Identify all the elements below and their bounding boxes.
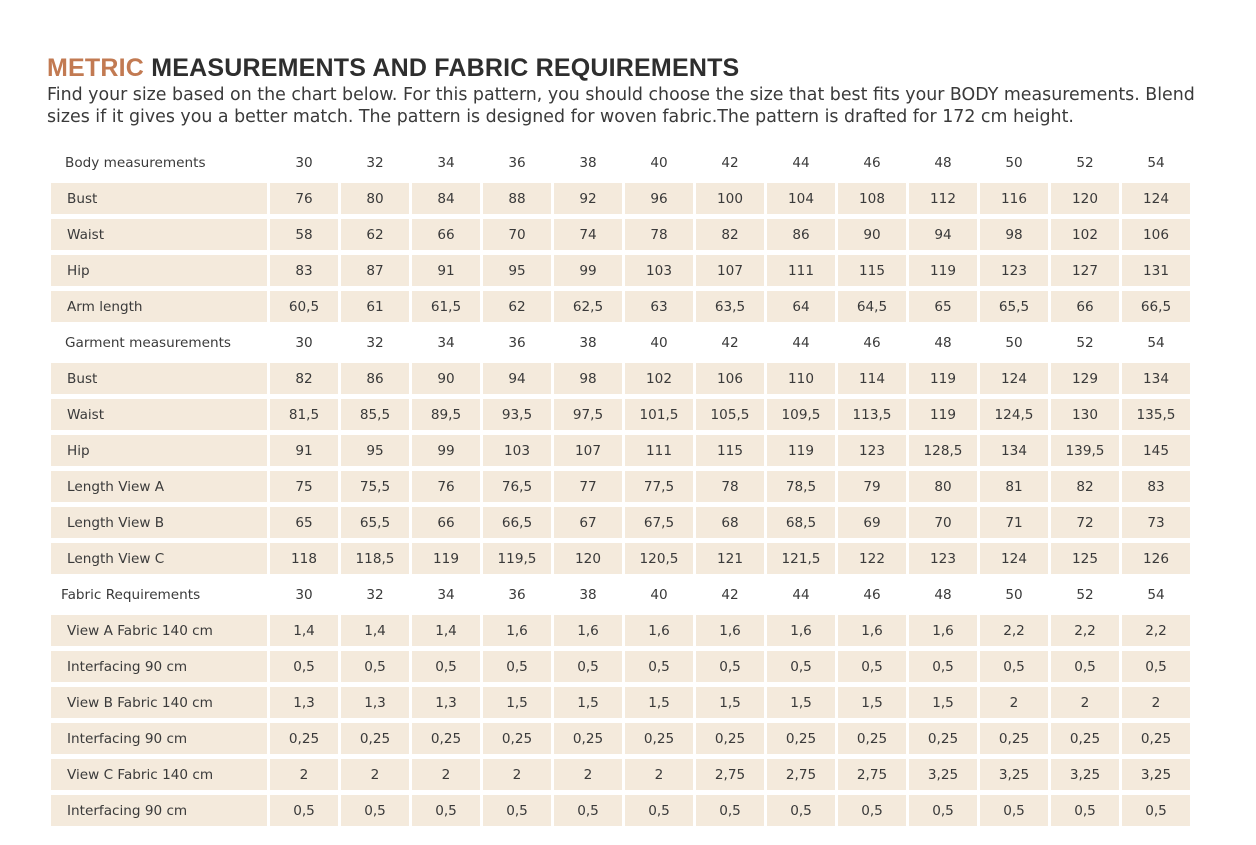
section-header-row xyxy=(51,147,1190,178)
value-cell: 77 xyxy=(554,471,622,502)
size-header-cell: 52 xyxy=(1076,334,1094,351)
value-cell: 0,5 xyxy=(341,795,409,826)
value-cell: 71 xyxy=(980,507,1048,538)
value-cell: 2 xyxy=(270,759,338,790)
size-header-cell: 42 xyxy=(721,586,739,603)
value-cell: 0,5 xyxy=(270,795,338,826)
value-cell: 0,5 xyxy=(412,795,480,826)
value-cell: 2 xyxy=(412,759,480,790)
value-cell: 80 xyxy=(341,183,409,214)
size-header-cell: 32 xyxy=(366,334,384,351)
value-cell: 0,5 xyxy=(412,651,480,682)
value-cell: 0,5 xyxy=(696,651,764,682)
size-header-cell: 48 xyxy=(934,334,952,351)
size-header-cell: 32 xyxy=(366,586,384,603)
value-cell: 120,5 xyxy=(625,543,693,574)
value-cell: 72 xyxy=(1051,507,1119,538)
value-cell: 93,5 xyxy=(483,399,551,430)
row-label: Interfacing 90 cm xyxy=(51,795,267,826)
value-cell: 75,5 xyxy=(341,471,409,502)
table-row xyxy=(51,291,1190,322)
value-cell: 86 xyxy=(767,219,835,250)
table-row xyxy=(51,651,1190,682)
value-cell: 0,5 xyxy=(980,651,1048,682)
table-row xyxy=(51,399,1190,430)
value-cell: 126 xyxy=(1122,543,1190,574)
value-cell: 2 xyxy=(980,687,1048,718)
table-row xyxy=(51,795,1190,826)
value-cell: 95 xyxy=(341,435,409,466)
size-header-cell: 32 xyxy=(366,154,384,171)
size-header-cell: 48 xyxy=(934,154,952,171)
value-cell: 0,25 xyxy=(625,723,693,754)
value-cell: 115 xyxy=(838,255,906,286)
value-cell: 65 xyxy=(909,291,977,322)
value-cell: 112 xyxy=(909,183,977,214)
value-cell: 88 xyxy=(483,183,551,214)
value-cell: 81,5 xyxy=(270,399,338,430)
value-cell: 101,5 xyxy=(625,399,693,430)
value-cell: 97,5 xyxy=(554,399,622,430)
value-cell: 78 xyxy=(625,219,693,250)
value-cell: 1,5 xyxy=(696,687,764,718)
value-cell: 60,5 xyxy=(270,291,338,322)
row-label: Bust xyxy=(51,183,267,214)
value-cell: 0,5 xyxy=(625,795,693,826)
value-cell: 67,5 xyxy=(625,507,693,538)
value-cell: 109,5 xyxy=(767,399,835,430)
value-cell: 0,5 xyxy=(625,651,693,682)
value-cell: 129 xyxy=(1051,363,1119,394)
value-cell: 139,5 xyxy=(1051,435,1119,466)
value-cell: 63 xyxy=(625,291,693,322)
value-cell: 0,5 xyxy=(909,795,977,826)
value-cell: 66,5 xyxy=(1122,291,1190,322)
value-cell: 0,25 xyxy=(554,723,622,754)
value-cell: 111 xyxy=(767,255,835,286)
value-cell: 110 xyxy=(767,363,835,394)
value-cell: 65 xyxy=(270,507,338,538)
section-header-row xyxy=(51,327,1190,358)
size-header-cell: 42 xyxy=(721,334,739,351)
value-cell: 123 xyxy=(838,435,906,466)
value-cell: 100 xyxy=(696,183,764,214)
value-cell: 2 xyxy=(341,759,409,790)
value-cell: 119 xyxy=(909,399,977,430)
size-header-cell: 52 xyxy=(1076,586,1094,603)
value-cell: 0,25 xyxy=(980,723,1048,754)
table-row xyxy=(51,255,1190,286)
value-cell: 76 xyxy=(270,183,338,214)
value-cell: 1,5 xyxy=(838,687,906,718)
value-cell: 1,6 xyxy=(696,615,764,646)
value-cell: 3,25 xyxy=(980,759,1048,790)
row-label: Hip xyxy=(51,255,267,286)
value-cell: 0,25 xyxy=(767,723,835,754)
value-cell: 78 xyxy=(696,471,764,502)
title-rest: MEASUREMENTS AND FABRIC REQUIREMENTS xyxy=(151,54,740,82)
intro-line-1: Find your size based on the chart below. For this pattern, you should choose the size that best fits your BODY measurements. Blend xyxy=(47,85,1195,105)
value-cell: 0,5 xyxy=(483,651,551,682)
size-header-cell: 34 xyxy=(437,586,455,603)
section-title: Body measurements xyxy=(65,154,206,171)
value-cell: 70 xyxy=(909,507,977,538)
row-label: Arm length xyxy=(51,291,267,322)
value-cell: 58 xyxy=(270,219,338,250)
value-cell: 96 xyxy=(625,183,693,214)
size-header-cell: 42 xyxy=(721,154,739,171)
value-cell: 98 xyxy=(554,363,622,394)
value-cell: 0,5 xyxy=(1122,651,1190,682)
value-cell: 0,5 xyxy=(554,651,622,682)
value-cell: 121 xyxy=(696,543,764,574)
size-header-cell: 48 xyxy=(934,586,952,603)
value-cell: 105,5 xyxy=(696,399,764,430)
value-cell: 66 xyxy=(412,219,480,250)
value-cell: 119 xyxy=(767,435,835,466)
value-cell: 86 xyxy=(341,363,409,394)
value-cell: 74 xyxy=(554,219,622,250)
value-cell: 120 xyxy=(554,543,622,574)
value-cell: 2,2 xyxy=(980,615,1048,646)
value-cell: 119 xyxy=(909,363,977,394)
row-label: View B Fabric 140 cm xyxy=(51,687,267,718)
size-header-cell: 54 xyxy=(1147,154,1165,171)
value-cell: 127 xyxy=(1051,255,1119,286)
size-header-cell: 36 xyxy=(508,154,526,171)
value-cell: 2 xyxy=(625,759,693,790)
value-cell: 79 xyxy=(838,471,906,502)
row-label: Waist xyxy=(51,399,267,430)
value-cell: 1,3 xyxy=(270,687,338,718)
value-cell: 99 xyxy=(412,435,480,466)
value-cell: 92 xyxy=(554,183,622,214)
table-row xyxy=(51,471,1190,502)
section-title: Fabric Requirements xyxy=(61,586,201,603)
value-cell: 0,5 xyxy=(767,651,835,682)
value-cell: 106 xyxy=(696,363,764,394)
row-label: Hip xyxy=(51,435,267,466)
value-cell: 119,5 xyxy=(483,543,551,574)
value-cell: 118 xyxy=(270,543,338,574)
section-title: Garment measurements xyxy=(65,334,232,351)
value-cell: 81 xyxy=(980,471,1048,502)
value-cell: 0,5 xyxy=(483,795,551,826)
value-cell: 119 xyxy=(412,543,480,574)
value-cell: 1,3 xyxy=(412,687,480,718)
value-cell: 77,5 xyxy=(625,471,693,502)
value-cell: 134 xyxy=(1122,363,1190,394)
table-row xyxy=(51,183,1190,214)
value-cell: 67 xyxy=(554,507,622,538)
value-cell: 1,6 xyxy=(554,615,622,646)
value-cell: 1,6 xyxy=(909,615,977,646)
value-cell: 82 xyxy=(1051,471,1119,502)
value-cell: 1,5 xyxy=(554,687,622,718)
value-cell: 66 xyxy=(1051,291,1119,322)
size-header-cell: 54 xyxy=(1147,586,1165,603)
table-row xyxy=(51,759,1190,790)
value-cell: 1,5 xyxy=(625,687,693,718)
value-cell: 87 xyxy=(341,255,409,286)
value-cell: 63,5 xyxy=(696,291,764,322)
value-cell: 82 xyxy=(270,363,338,394)
size-header-cell: 46 xyxy=(863,334,881,351)
value-cell: 66,5 xyxy=(483,507,551,538)
value-cell: 113,5 xyxy=(838,399,906,430)
value-cell: 2,2 xyxy=(1122,615,1190,646)
value-cell: 84 xyxy=(412,183,480,214)
value-cell: 83 xyxy=(270,255,338,286)
value-cell: 124 xyxy=(980,363,1048,394)
size-header-cell: 30 xyxy=(295,586,313,603)
value-cell: 62 xyxy=(341,219,409,250)
value-cell: 130 xyxy=(1051,399,1119,430)
value-cell: 94 xyxy=(909,219,977,250)
table-row xyxy=(51,219,1190,250)
value-cell: 0,25 xyxy=(838,723,906,754)
value-cell: 128,5 xyxy=(909,435,977,466)
value-cell: 75 xyxy=(270,471,338,502)
value-cell: 0,25 xyxy=(696,723,764,754)
value-cell: 122 xyxy=(838,543,906,574)
intro-text xyxy=(47,84,1217,128)
value-cell: 0,5 xyxy=(696,795,764,826)
value-cell: 145 xyxy=(1122,435,1190,466)
value-cell: 91 xyxy=(270,435,338,466)
value-cell: 85,5 xyxy=(341,399,409,430)
value-cell: 76,5 xyxy=(483,471,551,502)
value-cell: 66 xyxy=(412,507,480,538)
value-cell: 103 xyxy=(483,435,551,466)
value-cell: 0,5 xyxy=(341,651,409,682)
value-cell: 78,5 xyxy=(767,471,835,502)
value-cell: 2,75 xyxy=(838,759,906,790)
size-chart-table xyxy=(48,142,1193,831)
value-cell: 69 xyxy=(838,507,906,538)
value-cell: 107 xyxy=(696,255,764,286)
size-header-cell: 38 xyxy=(579,586,597,603)
size-header-cell: 44 xyxy=(792,154,810,171)
value-cell: 76 xyxy=(412,471,480,502)
size-header-cell: 36 xyxy=(508,334,526,351)
value-cell: 104 xyxy=(767,183,835,214)
value-cell: 99 xyxy=(554,255,622,286)
value-cell: 118,5 xyxy=(341,543,409,574)
value-cell: 2,2 xyxy=(1051,615,1119,646)
row-label: Length View A xyxy=(51,471,267,502)
value-cell: 1,3 xyxy=(341,687,409,718)
value-cell: 103 xyxy=(625,255,693,286)
size-header-cell: 50 xyxy=(1005,586,1023,603)
row-label: View A Fabric 140 cm xyxy=(51,615,267,646)
value-cell: 3,25 xyxy=(909,759,977,790)
size-header-cell: 30 xyxy=(295,334,313,351)
value-cell: 1,6 xyxy=(838,615,906,646)
value-cell: 0,5 xyxy=(767,795,835,826)
value-cell: 121,5 xyxy=(767,543,835,574)
value-cell: 2 xyxy=(1051,687,1119,718)
size-header-cell: 52 xyxy=(1076,154,1094,171)
size-header-cell: 46 xyxy=(863,154,881,171)
row-label: Length View B xyxy=(51,507,267,538)
value-cell: 62 xyxy=(483,291,551,322)
value-cell: 2 xyxy=(483,759,551,790)
value-cell: 65,5 xyxy=(980,291,1048,322)
value-cell: 102 xyxy=(625,363,693,394)
value-cell: 61 xyxy=(341,291,409,322)
value-cell: 114 xyxy=(838,363,906,394)
value-cell: 0,25 xyxy=(412,723,480,754)
value-cell: 0,5 xyxy=(554,795,622,826)
table-row xyxy=(51,363,1190,394)
table-row xyxy=(51,507,1190,538)
value-cell: 120 xyxy=(1051,183,1119,214)
value-cell: 102 xyxy=(1051,219,1119,250)
value-cell: 1,6 xyxy=(625,615,693,646)
value-cell: 123 xyxy=(980,255,1048,286)
value-cell: 64,5 xyxy=(838,291,906,322)
value-cell: 131 xyxy=(1122,255,1190,286)
row-label: Interfacing 90 cm xyxy=(51,651,267,682)
value-cell: 2,75 xyxy=(696,759,764,790)
value-cell: 68,5 xyxy=(767,507,835,538)
value-cell: 82 xyxy=(696,219,764,250)
value-cell: 0,5 xyxy=(980,795,1048,826)
value-cell: 62,5 xyxy=(554,291,622,322)
title-accent: METRIC xyxy=(47,54,145,82)
value-cell: 90 xyxy=(838,219,906,250)
table-row xyxy=(51,687,1190,718)
value-cell: 115 xyxy=(696,435,764,466)
value-cell: 0,25 xyxy=(270,723,338,754)
value-cell: 0,5 xyxy=(1122,795,1190,826)
page-title xyxy=(47,54,739,83)
value-cell: 1,6 xyxy=(483,615,551,646)
value-cell: 124 xyxy=(1122,183,1190,214)
value-cell: 94 xyxy=(483,363,551,394)
row-label: Length View C xyxy=(51,543,267,574)
value-cell: 68 xyxy=(696,507,764,538)
size-header-cell: 34 xyxy=(437,334,455,351)
size-header-cell: 38 xyxy=(579,154,597,171)
table-row xyxy=(51,615,1190,646)
value-cell: 0,25 xyxy=(483,723,551,754)
value-cell: 106 xyxy=(1122,219,1190,250)
value-cell: 107 xyxy=(554,435,622,466)
size-header-cell: 44 xyxy=(792,334,810,351)
size-header-cell: 30 xyxy=(295,154,313,171)
value-cell: 134 xyxy=(980,435,1048,466)
value-cell: 1,4 xyxy=(270,615,338,646)
value-cell: 0,5 xyxy=(909,651,977,682)
size-header-cell: 54 xyxy=(1147,334,1165,351)
value-cell: 0,5 xyxy=(1051,795,1119,826)
section-header-row xyxy=(51,579,1190,610)
value-cell: 80 xyxy=(909,471,977,502)
value-cell: 119 xyxy=(909,255,977,286)
value-cell: 70 xyxy=(483,219,551,250)
value-cell: 0,5 xyxy=(838,651,906,682)
value-cell: 108 xyxy=(838,183,906,214)
value-cell: 135,5 xyxy=(1122,399,1190,430)
table-row xyxy=(51,723,1190,754)
value-cell: 0,5 xyxy=(270,651,338,682)
value-cell: 0,25 xyxy=(1051,723,1119,754)
size-header-cell: 40 xyxy=(650,334,668,351)
value-cell: 1,4 xyxy=(341,615,409,646)
value-cell: 2 xyxy=(554,759,622,790)
value-cell: 3,25 xyxy=(1051,759,1119,790)
value-cell: 0,25 xyxy=(341,723,409,754)
size-header-cell: 38 xyxy=(579,334,597,351)
size-header-cell: 34 xyxy=(437,154,455,171)
value-cell: 1,5 xyxy=(909,687,977,718)
value-cell: 65,5 xyxy=(341,507,409,538)
row-label: Interfacing 90 cm xyxy=(51,723,267,754)
size-header-cell: 36 xyxy=(508,586,526,603)
value-cell: 124,5 xyxy=(980,399,1048,430)
value-cell: 89,5 xyxy=(412,399,480,430)
value-cell: 1,5 xyxy=(483,687,551,718)
table-row xyxy=(51,435,1190,466)
value-cell: 73 xyxy=(1122,507,1190,538)
value-cell: 2,75 xyxy=(767,759,835,790)
value-cell: 91 xyxy=(412,255,480,286)
value-cell: 125 xyxy=(1051,543,1119,574)
value-cell: 64 xyxy=(767,291,835,322)
intro-line-2: sizes if it gives you a better match. The pattern is designed for woven fabric.The pattern is drafted for 172 cm height. xyxy=(47,107,1074,127)
size-header-cell: 50 xyxy=(1005,334,1023,351)
value-cell: 0,25 xyxy=(1122,723,1190,754)
value-cell: 3,25 xyxy=(1122,759,1190,790)
value-cell: 116 xyxy=(980,183,1048,214)
value-cell: 90 xyxy=(412,363,480,394)
size-header-cell: 44 xyxy=(792,586,810,603)
value-cell: 0,5 xyxy=(1051,651,1119,682)
size-header-cell: 46 xyxy=(863,586,881,603)
size-header-cell: 40 xyxy=(650,154,668,171)
value-cell: 83 xyxy=(1122,471,1190,502)
value-cell: 0,5 xyxy=(838,795,906,826)
value-cell: 95 xyxy=(483,255,551,286)
row-label: View C Fabric 140 cm xyxy=(51,759,267,790)
value-cell: 123 xyxy=(909,543,977,574)
value-cell: 1,6 xyxy=(767,615,835,646)
value-cell: 1,5 xyxy=(767,687,835,718)
size-header-cell: 50 xyxy=(1005,154,1023,171)
row-label: Bust xyxy=(51,363,267,394)
value-cell: 61,5 xyxy=(412,291,480,322)
table-row xyxy=(51,543,1190,574)
size-header-cell: 40 xyxy=(650,586,668,603)
value-cell: 2 xyxy=(1122,687,1190,718)
value-cell: 1,4 xyxy=(412,615,480,646)
value-cell: 98 xyxy=(980,219,1048,250)
row-label: Waist xyxy=(51,219,267,250)
value-cell: 0,25 xyxy=(909,723,977,754)
value-cell: 111 xyxy=(625,435,693,466)
value-cell: 124 xyxy=(980,543,1048,574)
